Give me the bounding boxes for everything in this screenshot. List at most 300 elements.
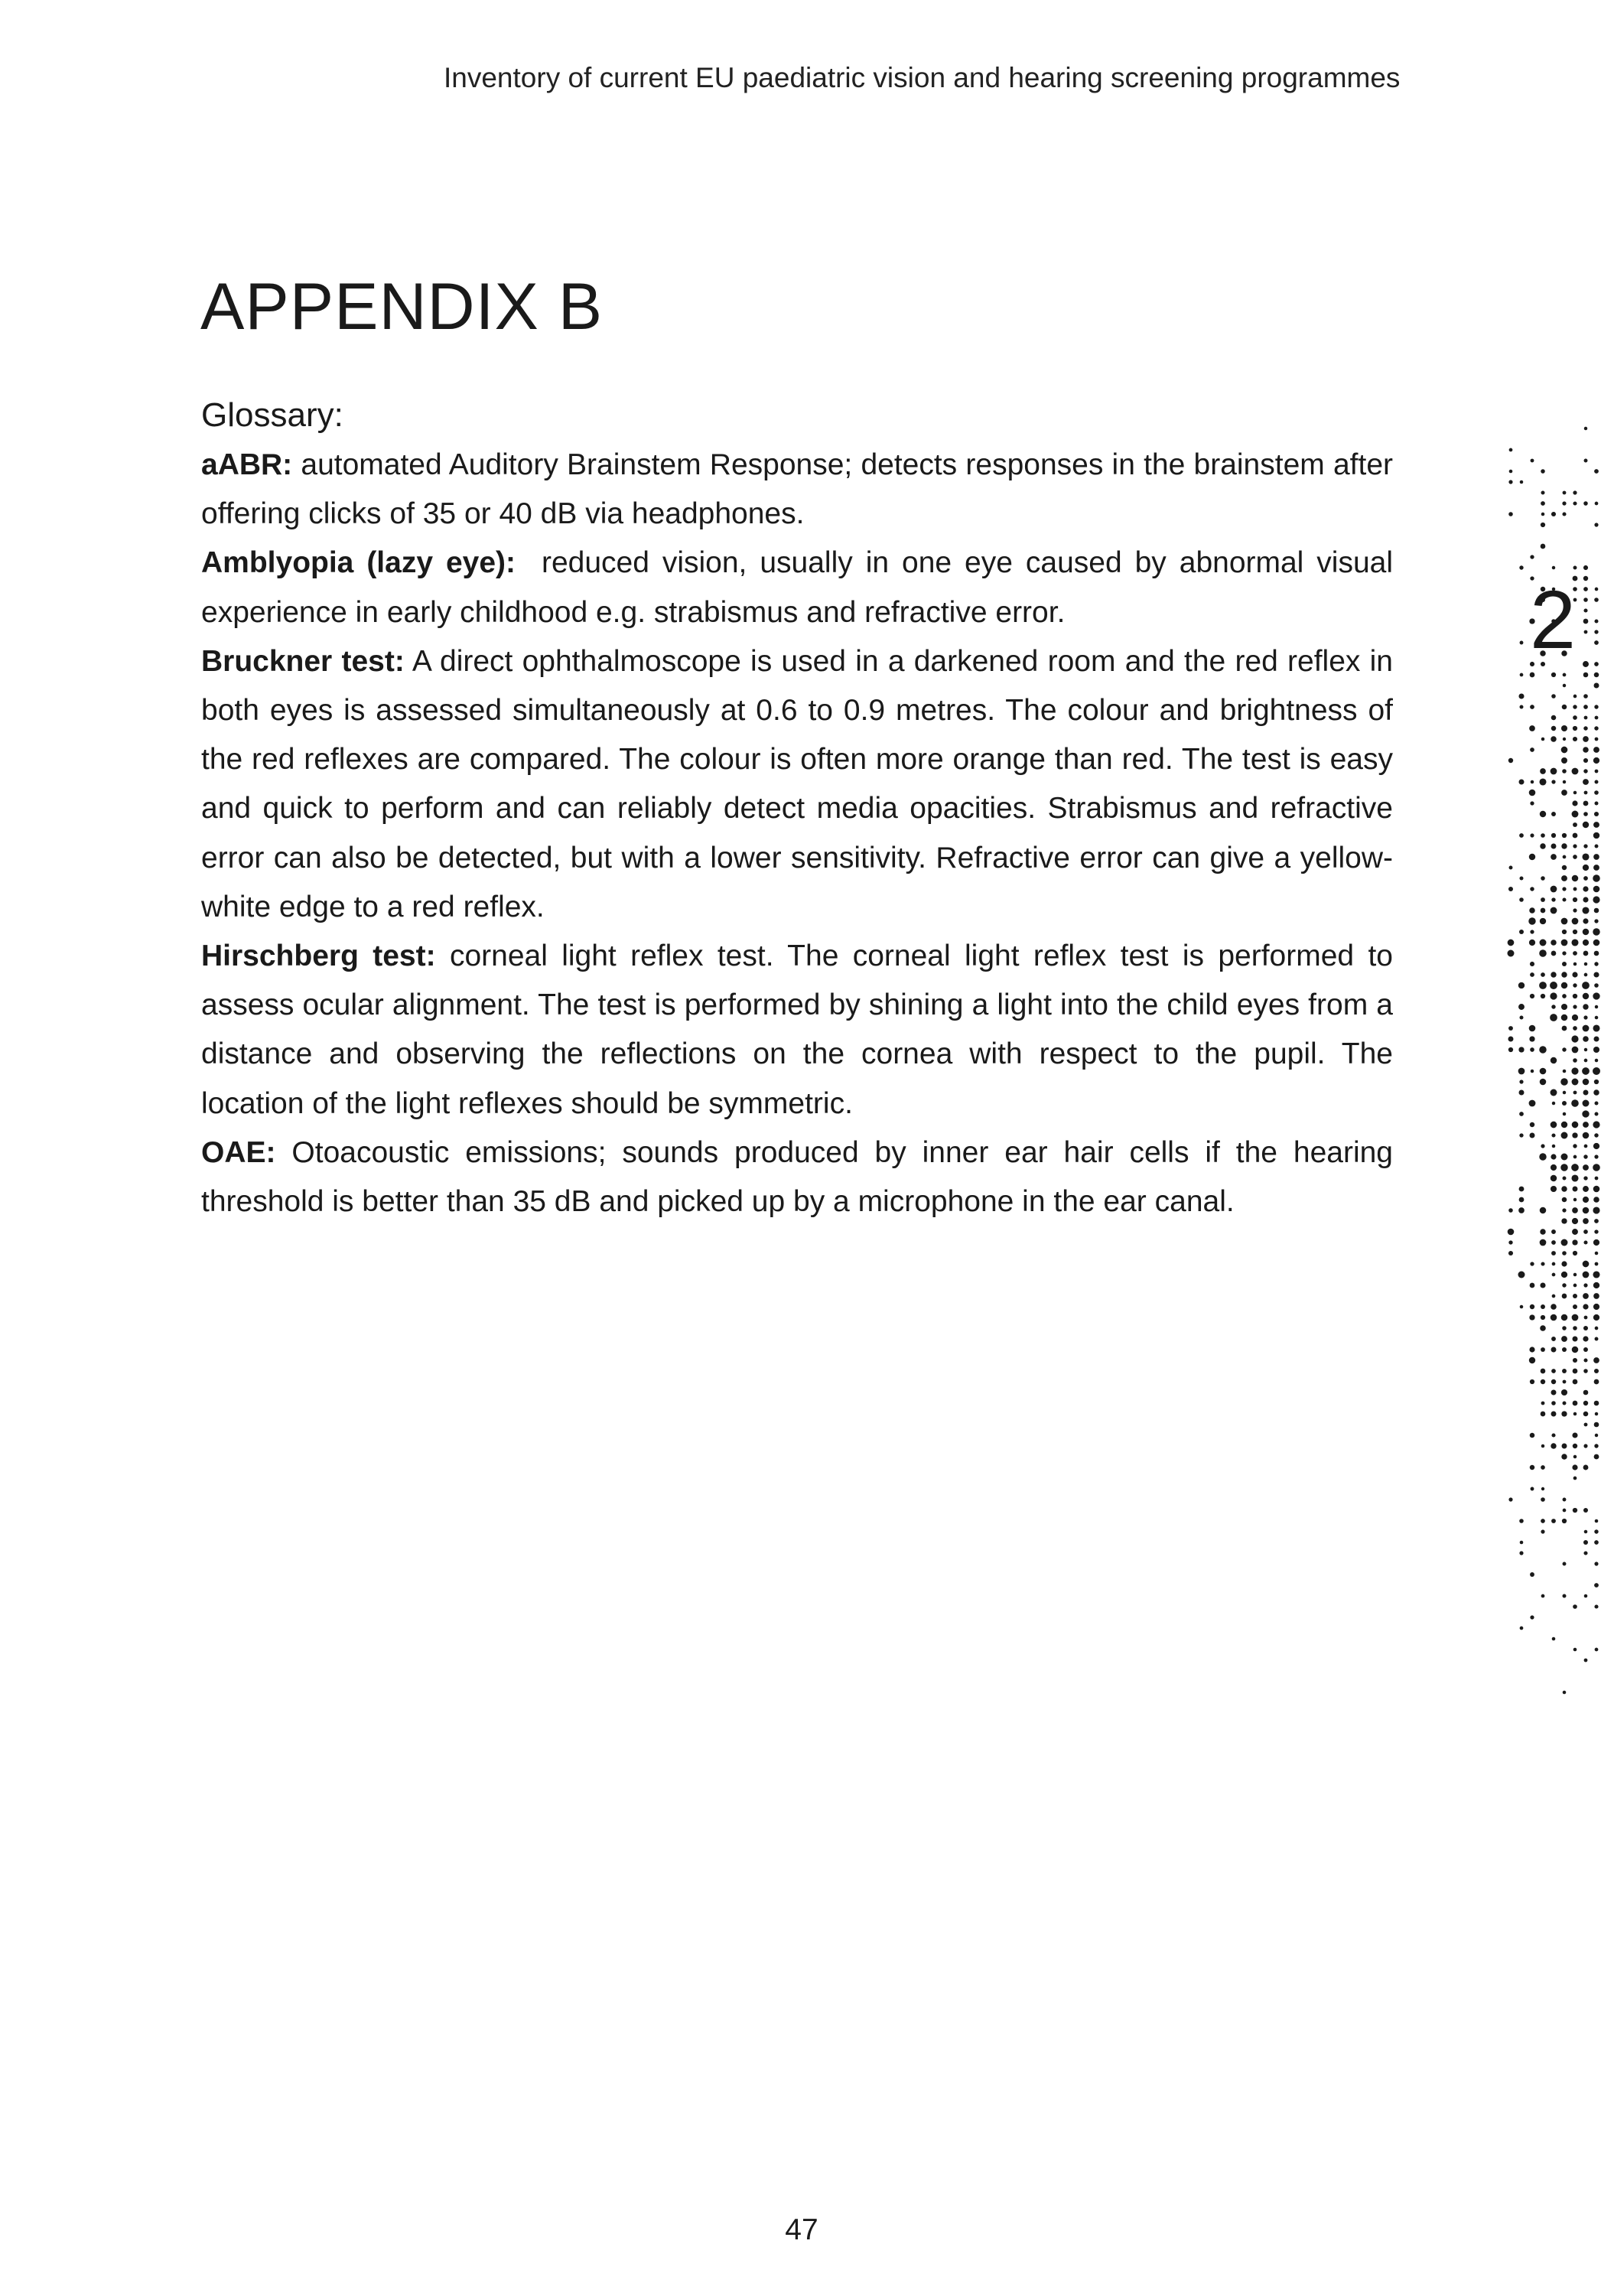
pattern-dot: [1519, 1133, 1523, 1137]
pattern-dot: [1541, 1519, 1545, 1523]
pattern-dot: [1595, 1648, 1599, 1652]
pattern-dot: [1562, 930, 1567, 934]
pattern-dot: [1583, 608, 1587, 612]
pattern-dot: [1508, 1037, 1514, 1042]
pattern-dot: [1508, 758, 1513, 763]
glossary-definition: corneal light reflex test. The corneal light reflex test is performed to assess ocular alignment. The test is performed by shining a light into the child eyes from a distance and observing the reflections on the cornea with respect to the pupil. The location of the light reflexes should be symmetric.: [201, 940, 1393, 1120]
pattern-dot: [1594, 919, 1598, 923]
pattern-dot: [1573, 1379, 1578, 1385]
pattern-dot: [1562, 1369, 1567, 1373]
pattern-dot: [1573, 1294, 1577, 1298]
pattern-dot: [1562, 1294, 1567, 1299]
pattern-dot: [1583, 1551, 1587, 1555]
pattern-dot: [1573, 1508, 1577, 1513]
pattern-dot: [1593, 1143, 1599, 1149]
pattern-dot: [1561, 1132, 1568, 1139]
pattern-dot: [1593, 757, 1599, 764]
pattern-dot: [1539, 1046, 1546, 1053]
pattern-dot: [1552, 1295, 1556, 1298]
pattern-dot: [1519, 1112, 1524, 1116]
pattern-dot: [1583, 565, 1588, 570]
pattern-dot: [1573, 1401, 1578, 1406]
pattern-dot: [1561, 1122, 1567, 1128]
pattern-dot: [1551, 1304, 1557, 1310]
pattern-dot: [1541, 1402, 1545, 1405]
pattern-dot: [1573, 1026, 1577, 1031]
pattern-dot: [1595, 716, 1599, 720]
pattern-dot: [1594, 962, 1598, 966]
pattern-dot: [1551, 715, 1557, 721]
pattern-dot: [1551, 768, 1557, 775]
pattern-dot: [1583, 694, 1588, 699]
pattern-dot: [1573, 726, 1577, 731]
pattern-dot: [1583, 1272, 1590, 1278]
pattern-dot: [1509, 866, 1513, 870]
pattern-dot: [1583, 1347, 1588, 1352]
pattern-dot: [1520, 1541, 1524, 1545]
pattern-dot: [1573, 1477, 1577, 1480]
pattern-dot: [1573, 1304, 1577, 1309]
pattern-dot: [1593, 896, 1599, 903]
pattern-dot: [1583, 1412, 1589, 1417]
chapter-number-marker: 2: [1530, 573, 1577, 666]
pattern-dot: [1572, 811, 1579, 818]
pattern-dot: [1551, 1057, 1557, 1063]
pattern-dot: [1571, 1164, 1579, 1171]
pattern-dot: [1594, 1401, 1599, 1406]
pattern-dot: [1551, 1433, 1555, 1437]
pattern-dot: [1583, 587, 1588, 591]
pattern-dot: [1583, 736, 1589, 742]
pattern-dot: [1594, 780, 1598, 783]
pattern-dot: [1594, 705, 1598, 708]
pattern-dot: [1508, 512, 1513, 516]
pattern-dot: [1595, 1016, 1599, 1020]
pattern-dot: [1573, 887, 1577, 891]
pattern-dot: [1508, 1026, 1513, 1031]
pattern-dot: [1529, 1347, 1534, 1352]
pattern-dot: [1561, 940, 1568, 946]
pattern-dot: [1530, 1572, 1534, 1577]
pattern-dot: [1529, 725, 1535, 731]
pattern-dot: [1584, 1659, 1588, 1663]
pattern-dot: [1539, 1153, 1546, 1160]
pattern-dot: [1520, 641, 1524, 645]
pattern-dot: [1583, 929, 1590, 936]
pattern-dot: [1562, 501, 1566, 505]
pattern-dot: [1573, 1273, 1577, 1277]
pattern-dot: [1519, 1187, 1525, 1192]
pattern-dot: [1595, 1102, 1599, 1106]
pattern-dot: [1593, 1239, 1599, 1246]
pattern-dot: [1594, 908, 1599, 914]
pattern-dot: [1573, 1198, 1577, 1201]
pattern-dot: [1551, 1089, 1557, 1096]
pattern-dot: [1572, 1464, 1577, 1470]
pattern-dot: [1561, 1218, 1567, 1223]
pattern-dot: [1530, 972, 1534, 977]
pattern-dot: [1518, 1272, 1525, 1278]
glossary-term: Bruckner test:: [201, 644, 405, 678]
pattern-dot: [1551, 907, 1557, 914]
pattern-dot: [1519, 1090, 1525, 1096]
pattern-dot: [1583, 897, 1588, 902]
pattern-dot: [1573, 1005, 1577, 1008]
pattern-dot: [1562, 1251, 1567, 1255]
pattern-dot: [1573, 1369, 1578, 1374]
pattern-dot: [1584, 1594, 1588, 1598]
glossary-entry-aabr: [201, 441, 1393, 539]
pattern-dot: [1572, 1336, 1577, 1341]
pattern-dot: [1593, 1197, 1599, 1203]
pattern-dot: [1531, 1070, 1534, 1073]
pattern-dot: [1552, 1637, 1556, 1641]
pattern-dot: [1593, 865, 1599, 871]
pattern-dot: [1583, 940, 1589, 946]
pattern-dot: [1561, 982, 1567, 988]
pattern-dot: [1529, 1025, 1536, 1032]
pattern-dot: [1572, 918, 1579, 925]
pattern-dot: [1583, 918, 1588, 923]
pattern-dot: [1540, 940, 1547, 946]
pattern-dot: [1583, 1218, 1589, 1224]
pattern-dot: [1562, 1444, 1567, 1449]
pattern-dot: [1572, 768, 1579, 775]
pattern-dot: [1573, 1648, 1577, 1652]
pattern-dot: [1552, 1102, 1555, 1105]
pattern-dot: [1518, 1047, 1524, 1052]
pattern-dot: [1583, 1390, 1589, 1396]
pattern-dot: [1541, 897, 1545, 902]
pattern-dot: [1530, 887, 1534, 891]
glossary-section: [201, 392, 1393, 1226]
pattern-dot: [1583, 1304, 1588, 1309]
pattern-dot: [1530, 1262, 1534, 1265]
pattern-dot: [1561, 1389, 1567, 1396]
appendix-title: APPENDIX B: [200, 270, 604, 344]
pattern-dot: [1594, 1422, 1599, 1428]
pattern-dot: [1594, 1454, 1599, 1460]
pattern-dot: [1594, 1219, 1599, 1223]
pattern-dot: [1550, 992, 1557, 999]
pattern-dot: [1563, 1509, 1567, 1513]
glossary-definition: automated Auditory Brainstem Response; detects responses in the brainstem after offering clicks of 35 or 40 dB via headphones.: [201, 448, 1393, 531]
pattern-dot: [1594, 662, 1599, 666]
pattern-dot: [1593, 854, 1599, 860]
pattern-dot: [1529, 1314, 1534, 1320]
pattern-dot: [1594, 640, 1599, 645]
pattern-dot: [1563, 673, 1567, 677]
pattern-dot: [1551, 1240, 1556, 1245]
pattern-dot: [1571, 1099, 1579, 1107]
pattern-dot: [1550, 1014, 1557, 1021]
pattern-dot: [1593, 1047, 1599, 1053]
pattern-dot: [1563, 1112, 1567, 1116]
pattern-dot: [1551, 1122, 1557, 1128]
pattern-dot: [1594, 523, 1598, 526]
pattern-dot: [1529, 854, 1535, 860]
pattern-dot: [1540, 811, 1546, 817]
pattern-dot: [1573, 1358, 1577, 1363]
pattern-dot: [1541, 738, 1545, 741]
pattern-dot: [1573, 994, 1577, 998]
pattern-dot: [1583, 1508, 1588, 1513]
pattern-dot: [1584, 1530, 1588, 1534]
pattern-dot: [1573, 737, 1577, 741]
glossary-term: OAE:: [201, 1135, 276, 1169]
pattern-dot: [1531, 1487, 1534, 1491]
pattern-dot: [1540, 1229, 1545, 1234]
pattern-dot: [1563, 1562, 1567, 1566]
pattern-dot: [1562, 1101, 1567, 1106]
pattern-dot: [1572, 972, 1577, 977]
pattern-dot: [1573, 1187, 1578, 1192]
pattern-dot: [1593, 972, 1599, 977]
pattern-dot: [1573, 1604, 1577, 1609]
pattern-dot: [1582, 853, 1589, 860]
pattern-dot: [1520, 1305, 1524, 1309]
pattern-dot: [1593, 874, 1600, 882]
pattern-dot: [1551, 1164, 1557, 1171]
pattern-dot: [1583, 501, 1588, 506]
pattern-dot: [1582, 907, 1589, 914]
pattern-dot: [1540, 1079, 1547, 1086]
pattern-dot: [1583, 1401, 1588, 1405]
pattern-dot: [1583, 1336, 1588, 1341]
pattern-dot: [1518, 1068, 1525, 1075]
pattern-dot: [1594, 1133, 1598, 1137]
pattern-dot: [1595, 1059, 1599, 1063]
pattern-dot: [1593, 1164, 1600, 1171]
pattern-dot: [1563, 1091, 1566, 1094]
pattern-dot: [1594, 630, 1598, 633]
pattern-dot: [1561, 875, 1567, 881]
pattern-dot: [1583, 1176, 1587, 1180]
glossary-definition: A direct ophthalmoscope is used in a darkened room and the red reflex in both eyes is assessed simultaneously at 0.6 to 0.9 metres. The colour and brightness of the red reflexes are compared. The colour is often more orange than red. The test is easy and quick to perform and can reliably detect media opacities. Strabismus and refractive error can also be detected, but with a lower sensitivity. Refractive error can give a yellow-white edge to a red reflex.: [201, 644, 1393, 923]
pattern-dot: [1594, 1379, 1599, 1385]
glossary-entry-oae: [201, 1128, 1393, 1226]
pattern-dot: [1551, 1229, 1556, 1234]
pattern-dot: [1583, 1283, 1587, 1287]
pattern-dot: [1595, 1412, 1598, 1415]
pattern-dot: [1573, 715, 1577, 720]
pattern-dot: [1595, 738, 1599, 741]
pattern-dot: [1551, 1005, 1555, 1008]
pattern-dot: [1551, 1443, 1556, 1448]
pattern-dot: [1583, 1015, 1587, 1019]
pattern-dot: [1583, 1540, 1588, 1545]
pattern-dot: [1583, 993, 1589, 999]
pattern-dot: [1563, 1691, 1567, 1695]
pattern-dot: [1561, 747, 1568, 754]
pattern-dot: [1552, 1145, 1556, 1148]
pattern-dot: [1508, 1251, 1513, 1255]
pattern-dot: [1583, 844, 1587, 848]
pattern-dot: [1562, 962, 1567, 966]
pattern-dot: [1528, 917, 1535, 924]
pattern-dot: [1573, 844, 1577, 848]
pattern-dot: [1551, 1175, 1557, 1181]
pattern-dot: [1572, 1014, 1578, 1021]
pattern-dot: [1594, 1369, 1599, 1373]
pattern-dot: [1584, 791, 1588, 795]
pattern-dot: [1584, 1423, 1588, 1427]
pattern-dot: [1562, 865, 1567, 870]
pattern-dot: [1595, 1434, 1598, 1437]
pattern-dot: [1551, 844, 1557, 849]
pattern-dot: [1573, 1144, 1577, 1148]
pattern-dot: [1541, 1444, 1545, 1448]
pattern-dot: [1540, 918, 1546, 924]
pattern-dot: [1562, 1519, 1567, 1523]
pattern-dot: [1561, 1239, 1568, 1246]
pattern-dot: [1595, 502, 1599, 506]
pattern-dot: [1531, 459, 1534, 463]
pattern-dot: [1562, 1594, 1566, 1597]
pattern-dot: [1541, 994, 1545, 998]
pattern-dot: [1572, 1132, 1577, 1138]
pattern-dot: [1593, 1036, 1599, 1041]
pattern-dot: [1561, 1004, 1567, 1010]
pattern-dot: [1519, 876, 1523, 880]
pattern-dot: [1508, 1229, 1515, 1236]
pattern-dot: [1541, 1594, 1545, 1598]
pattern-dot: [1529, 940, 1535, 946]
pattern-dot: [1551, 736, 1557, 742]
pattern-dot: [1519, 1080, 1523, 1083]
pattern-dot: [1594, 1155, 1598, 1158]
pattern-dot: [1561, 1454, 1567, 1459]
pattern-dot: [1561, 1186, 1567, 1191]
pattern-dot: [1541, 1347, 1545, 1352]
pattern-dot: [1540, 1239, 1547, 1246]
pattern-dot: [1594, 812, 1599, 816]
pattern-dot: [1562, 1347, 1567, 1352]
pattern-dot: [1583, 1155, 1587, 1158]
pattern-dot: [1573, 1251, 1577, 1255]
pattern-dot: [1519, 1519, 1524, 1523]
pattern-dot: [1573, 791, 1577, 795]
pattern-dot: [1583, 1197, 1589, 1203]
pattern-dot: [1573, 1155, 1577, 1159]
pattern-dot: [1583, 1326, 1588, 1330]
pattern-dot: [1540, 1325, 1546, 1331]
pattern-dot: [1518, 982, 1525, 988]
pattern-dot: [1573, 490, 1577, 494]
pattern-dot: [1595, 1327, 1599, 1330]
pattern-dot: [1508, 1240, 1512, 1244]
pattern-dot: [1573, 1284, 1577, 1288]
pattern-dot: [1551, 833, 1556, 838]
pattern-dot: [1583, 779, 1589, 785]
pattern-dot: [1582, 1110, 1589, 1117]
pattern-dot: [1583, 1164, 1589, 1171]
pattern-dot: [1572, 1218, 1578, 1224]
pattern-dot: [1593, 940, 1600, 946]
pattern-dot: [1563, 780, 1566, 783]
pattern-dot: [1530, 747, 1534, 752]
pattern-dot: [1583, 951, 1589, 956]
pattern-dot: [1551, 1347, 1557, 1353]
pattern-dot: [1530, 705, 1534, 709]
pattern-dot: [1561, 1411, 1567, 1416]
pattern-dot: [1560, 1078, 1568, 1086]
pattern-dot: [1595, 1112, 1599, 1116]
pattern-dot: [1551, 972, 1556, 977]
glossary-term: Amblyopia (lazy eye):: [201, 546, 516, 580]
pattern-dot: [1551, 1369, 1556, 1373]
pattern-dot: [1541, 544, 1546, 549]
pattern-dot: [1508, 950, 1515, 957]
pattern-dot: [1530, 673, 1535, 678]
pattern-dot: [1593, 1293, 1599, 1299]
pattern-dot: [1541, 1304, 1545, 1309]
pattern-dot: [1563, 1380, 1567, 1384]
pattern-dot: [1550, 982, 1557, 989]
pattern-dot: [1551, 1154, 1556, 1159]
pattern-dot: [1551, 1389, 1556, 1395]
pattern-dot: [1594, 683, 1599, 689]
pattern-dot: [1573, 1326, 1577, 1330]
pattern-dot: [1583, 1036, 1589, 1042]
pattern-dot: [1583, 1186, 1589, 1192]
pattern-dot: [1551, 1401, 1556, 1405]
pattern-dot: [1530, 1122, 1535, 1128]
pattern-dot: [1551, 1251, 1556, 1255]
pattern-dot: [1530, 801, 1534, 805]
pattern-dot: [1530, 962, 1534, 966]
pattern-dot: [1541, 1315, 1545, 1320]
pattern-dot: [1541, 1412, 1546, 1417]
pattern-dot: [1583, 619, 1589, 624]
pattern-dot: [1593, 747, 1599, 753]
pattern-dot: [1583, 576, 1588, 581]
pattern-dot: [1595, 1252, 1599, 1255]
pattern-dot: [1541, 513, 1545, 516]
pattern-dot: [1563, 1177, 1567, 1181]
glossary-entry-bruckner: [201, 637, 1393, 932]
pattern-dot: [1562, 833, 1567, 838]
glossary-definition: reduced vision, usually in one eye caused by abnormal visual experience in early childhood e.g. strabismus and refractive error.: [201, 546, 1394, 629]
pattern-dot: [1561, 1261, 1567, 1266]
pattern-dot: [1508, 480, 1512, 484]
pattern-dot: [1551, 940, 1557, 946]
pattern-dot: [1530, 930, 1534, 933]
pattern-dot: [1583, 598, 1588, 602]
pattern-dot: [1582, 1067, 1590, 1075]
pattern-dot: [1571, 1035, 1578, 1042]
pattern-dot: [1562, 1326, 1567, 1330]
pattern-dot: [1562, 705, 1567, 710]
pattern-dot: [1541, 908, 1546, 914]
pattern-dot: [1573, 897, 1577, 902]
pattern-dot: [1583, 1261, 1590, 1268]
pattern-dot: [1594, 983, 1599, 988]
pattern-dot: [1561, 1014, 1568, 1021]
pattern-dot: [1551, 780, 1555, 783]
pattern-dot: [1573, 833, 1578, 839]
pattern-dot: [1583, 758, 1588, 763]
pattern-dot: [1572, 1207, 1578, 1213]
pattern-dot: [1562, 887, 1566, 891]
pattern-dot: [1593, 1282, 1599, 1288]
pattern-dot: [1541, 523, 1545, 527]
pattern-dot: [1551, 812, 1556, 816]
pattern-dot: [1562, 1283, 1566, 1287]
pattern-dot: [1540, 843, 1545, 848]
pattern-dot: [1551, 1412, 1557, 1417]
pattern-dot: [1572, 1239, 1577, 1245]
